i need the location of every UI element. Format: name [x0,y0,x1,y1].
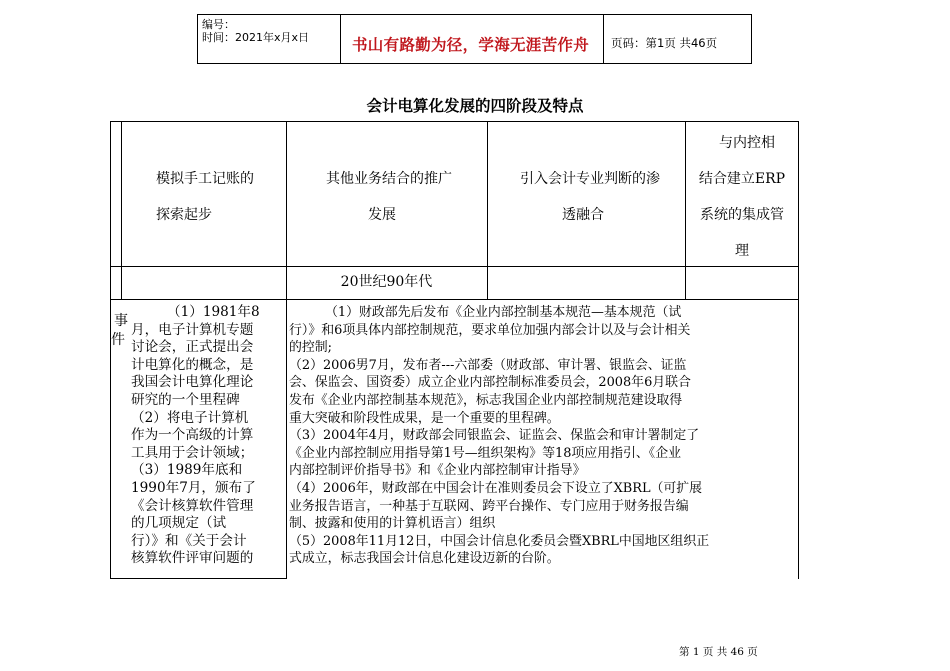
header-divider-2 [603,15,604,63]
header-table [197,14,752,64]
stage-4-line-3: 系统的集成管 [700,207,784,223]
table-border-top [110,121,799,122]
stage-2-line-1: 其他业务结合的推广 [326,171,452,187]
col2-line: （1）财政部先后发布《企业内部控制基本规范—基本规范（试 [325,305,682,320]
col2-line: （2）2006男7月，发布者---六部委（财政部、审计署、银监会、证监 [289,357,687,373]
col1-line: （1）1981年8 [167,304,260,320]
table-border-left [110,121,111,579]
col1-line: 核算软件评审问题的 [131,550,254,567]
col1-line: 工具用于会计领域； [131,444,254,461]
col1-line: 计电算化的概念，是 [131,356,254,373]
events-col-2 [289,304,795,568]
header-page-info: 页码：第1页 共46页 [611,36,718,50]
col2-line: （5）2008年11月12日，中国会计信息化委员会暨XBRL中国地区组织正 [289,533,710,549]
header-meta [202,18,309,44]
stage-4-cell [687,125,797,269]
col1-line: 《会计核算软件管理 [131,497,254,514]
col1-line: 月，电子计算机专题 [131,321,254,338]
event-label-char-2: 件 [111,332,125,348]
table-row-divider-2 [110,299,799,300]
col2-line: 行）》和6项具体内部控制规范，要求单位加强内部会计以及与会计相关 [289,322,691,338]
document-time-label: 时间：2021年x月x日 [202,31,310,44]
col1-line: 讨论会，正式提出会 [131,339,254,356]
col2-line: 《企业内部控制应用指导第1号—组织架构》等18项应用指引、《企业 [289,445,681,461]
stage-3-cell [520,161,660,233]
footer-page-info: 第 1 页 共 46 页 [679,646,758,658]
col1-line: 我国会计电算化理论 [131,374,254,391]
stage-3-line-1: 引入会计专业判断的渗 [520,171,660,187]
col2-line: 业务报告语言，一种基于互联网、跨平台操作、专门应用于财务报告编 [289,498,689,514]
col2-line: 式成立，标志我国会计信息化建设迈新的台阶。 [289,551,560,567]
col2-line: 内部控制评价指导书》和《企业内部控制审计指导》 [289,463,586,479]
col1-line: 研究的一个里程碑 [131,391,240,408]
col1-line: 行）》和《关于会计 [131,532,247,549]
stage-1-line-2: 探索起步 [156,207,212,223]
col1-line: 的几项规定（试 [131,515,227,532]
stage-4-line-2: 结合建立ERP [698,171,786,187]
col2-line: （4）2006年，财政部在中国会计在准则委员会下设立了XBRL（可扩展 [289,480,703,496]
table-col-divider-b [286,121,287,579]
header-divider-1 [340,15,341,63]
event-label [111,312,131,350]
stage-3-line-2: 透融合 [562,207,604,223]
col2-line: 的控制; [289,340,333,356]
stage-4-line-4: 理 [735,243,749,259]
stage-2-line-2: 发展 [368,207,396,223]
document-title: 会计电算化发展的四阶段及特点 [366,97,584,115]
table-border-right [798,121,799,579]
table-col-divider-a [121,121,122,299]
stage-4-line-1: 与内控相 [719,135,775,151]
table-border-bottom [110,578,287,579]
table-col-divider-d [685,121,686,299]
era-cell: 20世纪90年代 [340,274,433,290]
col1-line: （3）1989年底和 [131,462,243,479]
stage-2-cell [326,161,471,233]
col2-line: 发布《企业内部控制基本规范》，标志我国企业内部控制规范建设取得 [289,392,683,408]
document-number-label: 编号： [202,18,235,31]
header-motto: 书山有路勤为径，学海无涯苦作舟 [352,35,590,54]
col2-line: （3）2004年4月，财政部会同银监会、证监会、保监会和审计署制定了 [289,428,700,444]
stage-1-cell [156,161,254,233]
table-col-divider-c [487,121,488,299]
col2-line: 制、披露和使用的计算机语言）组织 [289,516,496,532]
events-col-1 [131,304,283,568]
col1-line: 作为一个高级的计算 [131,427,254,444]
col2-line: 重大突破和阶段性成果，是一个重要的里程碑。 [289,410,560,426]
col2-line: 会、保监会、国资委）成立企业内部控制标准委员会，2008年6月联合 [289,375,691,391]
col1-line: （2）将电子计算机 [131,409,249,426]
stage-1-line-1: 模拟手工记账的 [156,171,254,187]
col1-line: 1990年7月，颁布了 [131,479,256,496]
event-label-char-1: 事 [114,313,128,329]
